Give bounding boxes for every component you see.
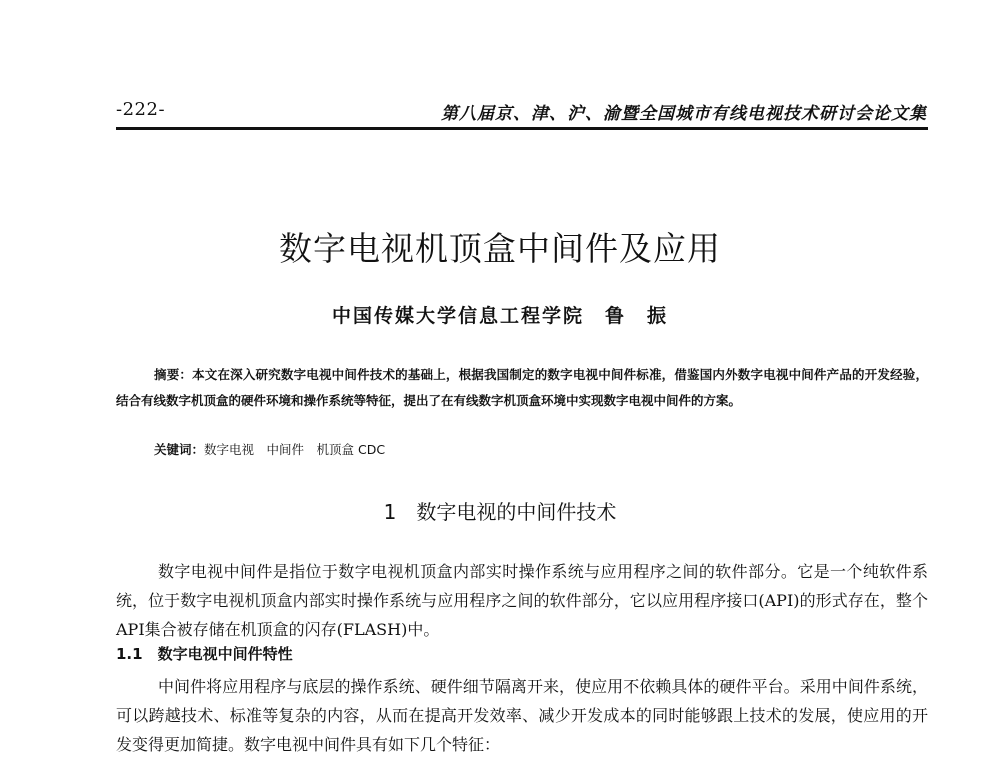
subsection-heading: 1.1 数字电视中间件特性 — [116, 645, 293, 663]
paper-title: 数字电视机顶盒中间件及应用 — [279, 229, 721, 268]
abstract: 摘要：本文在深入研究数字电视中间件技术的基础上，根据我国制定的数字电视中间件标准，借鉴国内外数字电视中间件产品的开发经验，结合有线数字机顶盒的硬件环境和操作系统等特征，提出了在有线数字机顶盒环境中实现数字电视中间件的方案。 — [116, 367, 928, 408]
journal-title: 第八届京、津、沪、渝暨全国城市有线电视技术研讨会论文集 — [441, 104, 927, 124]
keywords — [154, 440, 385, 458]
keywords-label: 关键词： — [154, 442, 205, 457]
author-line: 中国传媒大学信息工程学院 鲁 振 — [331, 305, 668, 327]
body-paragraph-2: 中间件将应用程序与底层的操作系统、硬件细节隔离开来，使应用不依赖具体的硬件平台。采用中间件系统，可以跨越技术、标准等复杂的内容，从而在提高开发效率、减少开发成本的同时能够跟上技术的发展，使应用的开发变得更加简捷。数字电视中间件具有如下几个特征： — [116, 677, 928, 754]
section-heading: 1 数字电视的中间件技术 — [383, 500, 617, 524]
keywords-terms: 数字电视 中间件 机顶盒 CDC — [204, 442, 386, 457]
body-paragraph-1: 数字电视中间件是指位于数字电视机顶盒内部实时操作系统与应用程序之间的软件部分。它是一个纯软件系统，位于数字电视机顶盒内部实时操作系统与应用程序之间的软件部分，它以应用程序接口(API)的形式存在，整个API集合被存储在机顶盒的闪存(FLASH)中。 — [116, 562, 928, 639]
page-number: -222- — [116, 99, 166, 120]
header-rule — [116, 127, 928, 130]
